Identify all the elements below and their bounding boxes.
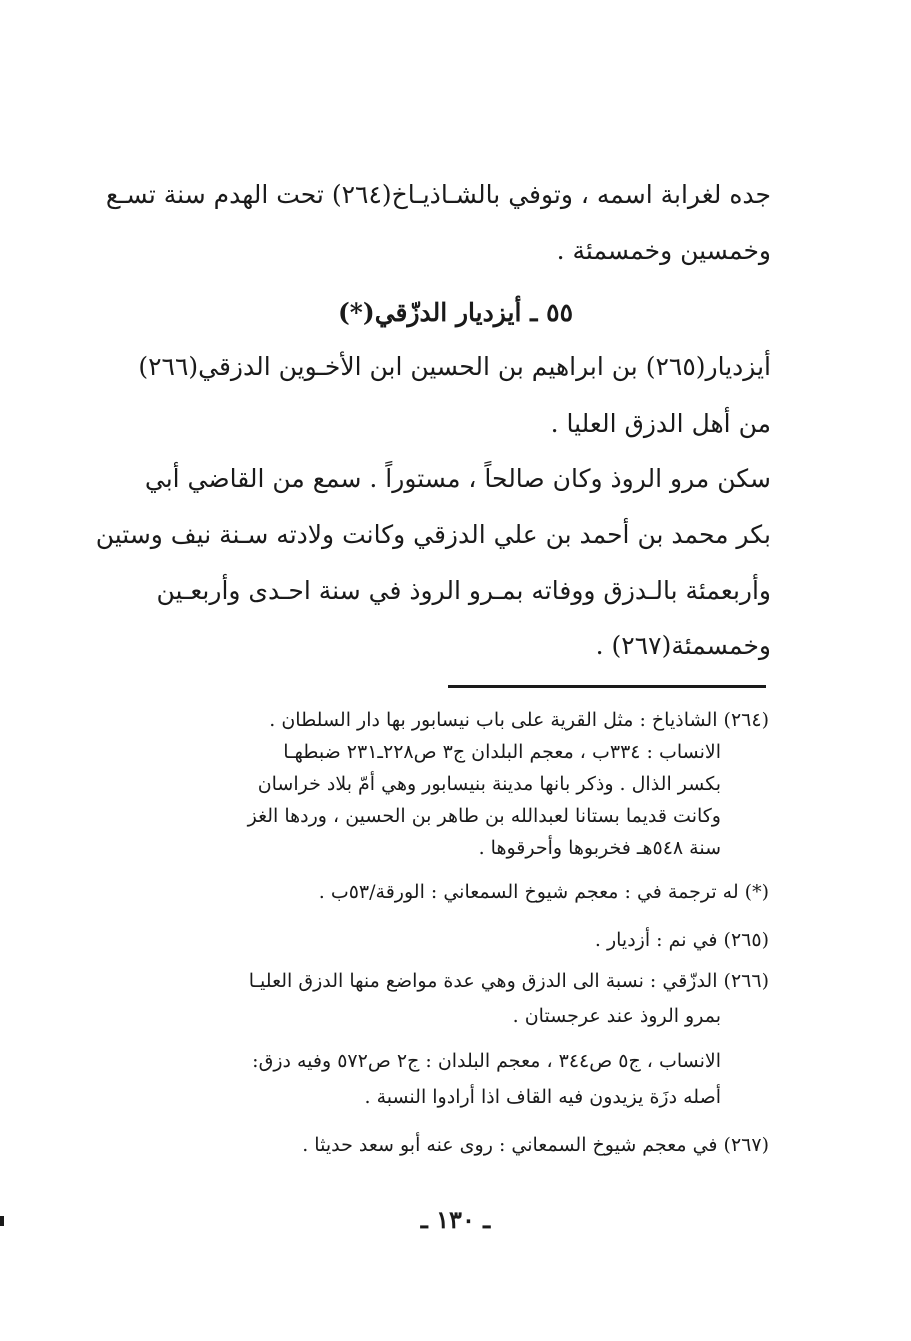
footnote-265: (٢٦٥) في نم : أزديار . [594,929,769,951]
main-text-line: جده لغرابة اسمه ، وتوفي بالشـاذيـاخ(٢٦٤) تحت الهدم سنة تسـع [105,180,771,209]
entry-text-line: وخمسمئة(٢٦٧) . [595,631,771,660]
entry-text-line: سكن مرو الروذ وكان صالحاً ، مستوراً . سمع من القاضي أبي [144,464,771,493]
footnote-266: (٢٦٦) الدزّقي : نسبة الى الدزق وهي عدة مواضع منها الدزق العليـا [248,970,769,992]
footnote-star: (*) له ترجمة في : معجم شيوخ السمعاني : الورقة/٥٣ب . [318,881,769,903]
scan-edge-mark [0,1216,4,1226]
footnote-264: (٢٦٤) الشاذياخ : مثل القرية على باب نيسابور بها دار السلطان . [269,709,769,731]
footnote-264-line: الانساب : ٣٣٤ب ، معجم البلدان ج٣ ص٢٢٨ـ٢٣١ ضبطهـا [283,741,721,763]
entry-text-line: وأربعمئة بالـدزق ووفاته بمـرو الروذ في سنة احـدى وأربعـين [156,576,771,605]
footnote-264-line: وكانت قديما بستانا لعبدالله بن طاهر بن الحسين ، وردها الغز [247,805,721,827]
footnote-266-line: أصله دزَة يزيدون فيه القاف اذا أرادوا النسبة . [364,1086,721,1108]
footnote-264-line: بكسر الذال . وذكر بانها مدينة بنيسابور وهي أمّ بلاد خراسان [257,773,721,795]
footnote-264-line: سنة ٥٤٨هـ فخربوها وأحرقوها . [478,837,721,859]
page-number: ـ ١٣٠ ـ [420,1205,491,1234]
footnote-266-line: بمرو الروذ عند عرجستان . [512,1005,721,1027]
entry-text-line: أيزديار(٢٦٥) بن ابراهيم بن الحسين ابن الأخـوين الدزقي(٢٦٦) [138,352,771,381]
entry-heading: ٥٥ ـ أيزديار الدزّقي(*) [337,298,574,327]
entry-text-line: من أهل الدزق العليا . [550,409,771,438]
main-text-line: وخمسين وخمسمئة . [556,236,771,265]
entry-text-line: بكر محمد بن أحمد بن علي الدزقي وكانت ولادته سـنة نيف وستين [95,520,771,549]
footnote-266-line: الانساب ، ج٥ ص٣٤٤ ، معجم البلدان : ج٢ ص٥٧٢ وفيه دزق: [252,1050,721,1072]
footnote-separator [448,685,766,688]
footnote-267: (٢٦٧) في معجم شيوخ السمعاني : روى عنه أبو سعد حديثا . [302,1134,769,1156]
